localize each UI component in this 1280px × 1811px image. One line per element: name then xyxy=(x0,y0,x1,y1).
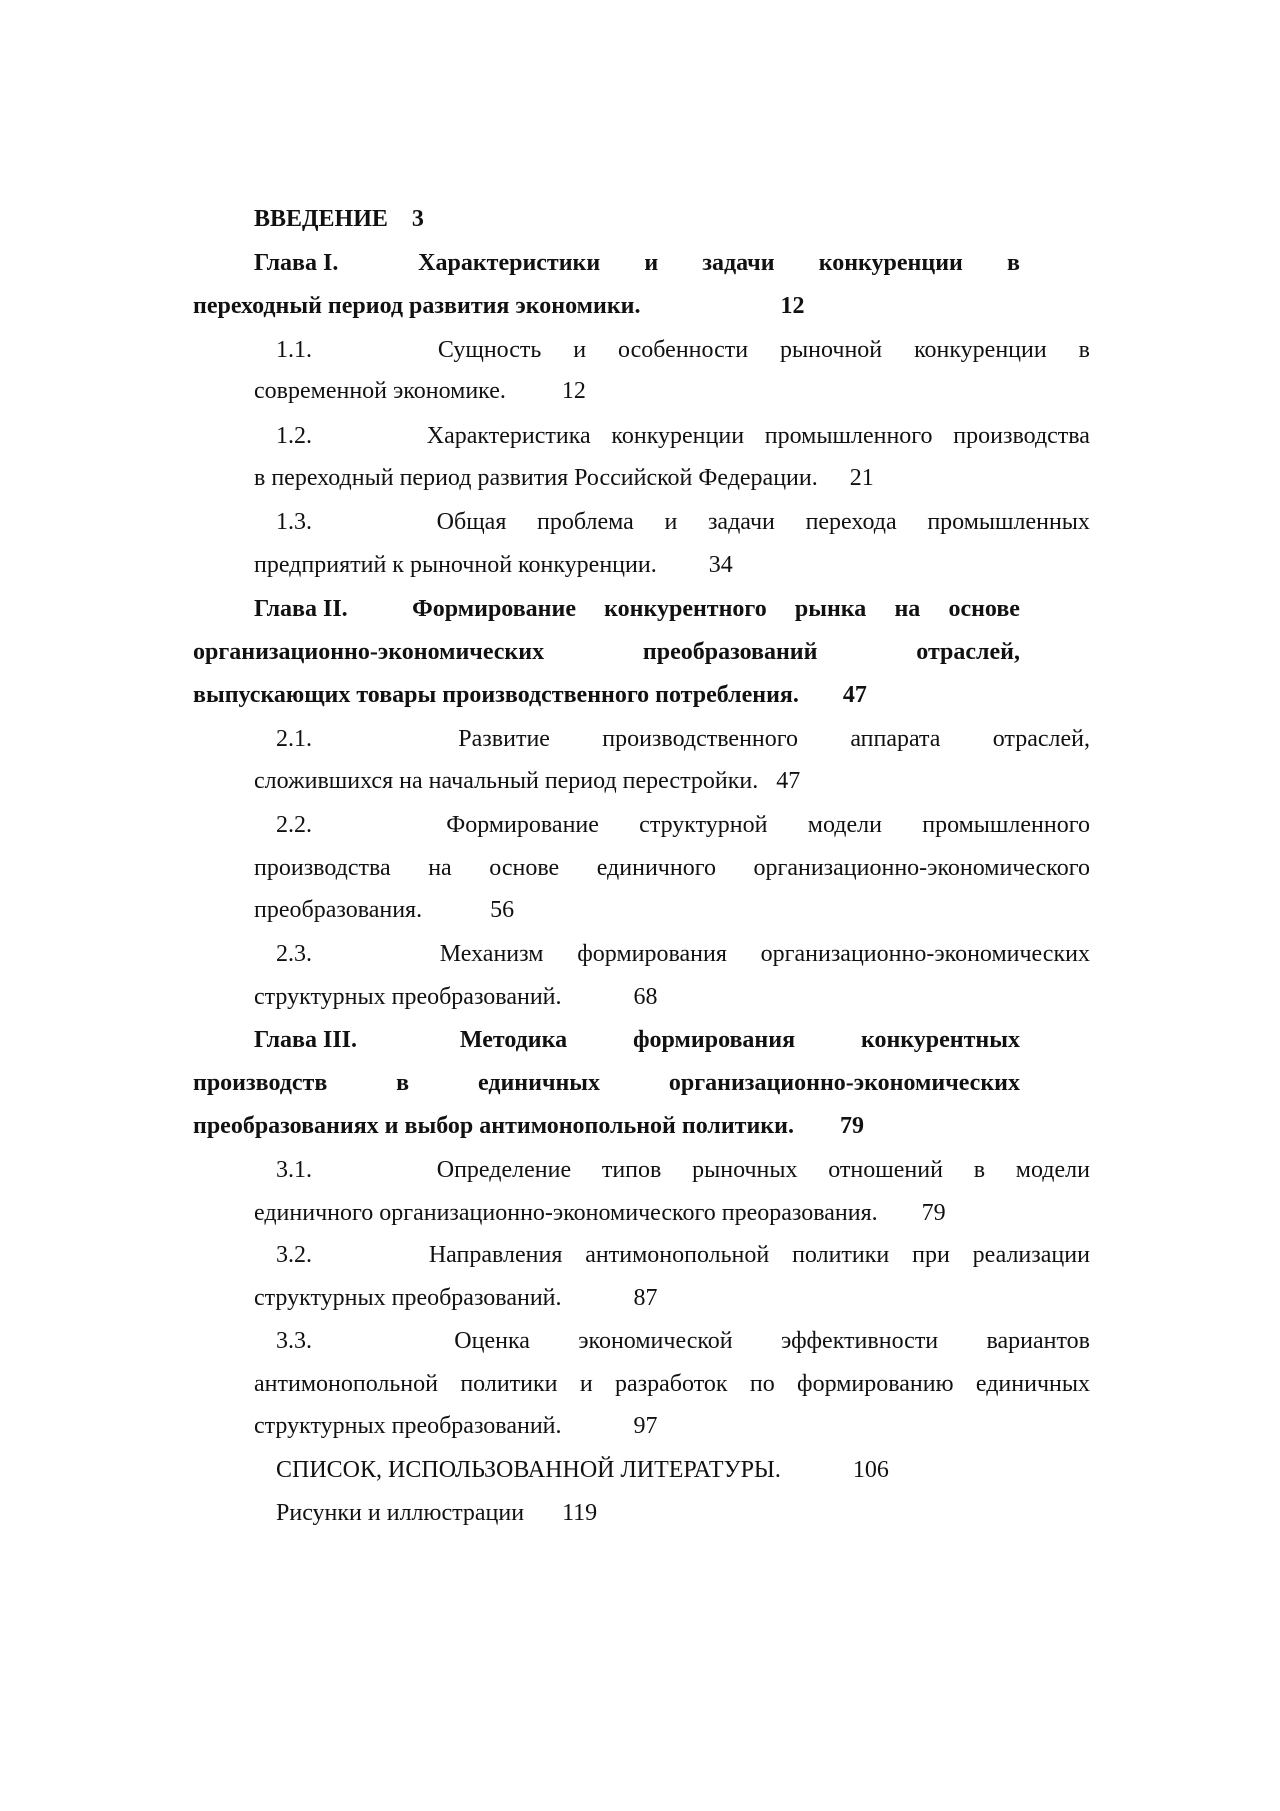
toc-1-3-word: промышленных xyxy=(927,509,1090,535)
toc-ch2-title-cont: выпускающих товары производственного потребления. xyxy=(193,682,799,708)
toc-2-1-title-cont: сложившихся на начальный период перестройки. xyxy=(254,768,759,794)
toc-entry-3-3 xyxy=(276,1326,1090,1356)
toc-3-3-word: экономической xyxy=(578,1328,733,1354)
toc-ch1-word: конкуренции xyxy=(818,250,963,276)
toc-ch2-word: организационно-экономических xyxy=(193,639,545,665)
toc-1-3-word: и xyxy=(664,509,678,535)
toc-2-2-word: на xyxy=(428,855,452,881)
toc-ch2-word: на xyxy=(894,596,921,622)
toc-2-2-word: модели xyxy=(807,812,882,838)
toc-figs-page: 119 xyxy=(562,1500,598,1526)
toc-3-3-word: разработок xyxy=(615,1371,728,1397)
toc-2-1-num: 2.1. xyxy=(276,726,312,752)
toc-2-2-page: 56 xyxy=(490,897,515,923)
toc-3-3-page: 97 xyxy=(633,1413,658,1439)
toc-2-3-word: организационно-экономических xyxy=(760,941,1090,967)
toc-ch3-title-cont: преобразованиях и выбор антимонопольной политики. xyxy=(193,1113,794,1139)
toc-1-1-word: Сущность xyxy=(437,337,542,363)
toc-1-1-title-cont: современной экономике. xyxy=(254,378,506,404)
toc-ch3-page: 79 xyxy=(839,1113,864,1139)
toc-1-3-title-cont: предприятий к рыночной конкуренции. xyxy=(254,552,657,578)
toc-ch1-word: в xyxy=(1007,250,1020,276)
toc-ch2-word: отраслей, xyxy=(916,639,1020,665)
toc-1-3-num: 1.3. xyxy=(276,509,312,535)
toc-entry-ch3 xyxy=(254,1025,1020,1055)
toc-1-3-word: Общая xyxy=(436,509,507,535)
toc-entry-1-3 xyxy=(276,507,1090,537)
toc-3-3-line3 xyxy=(254,1411,658,1441)
toc-ch3-word: Методика xyxy=(459,1027,568,1053)
toc-entry-2-3 xyxy=(276,939,1090,969)
toc-entry-1-2 xyxy=(276,421,1090,451)
toc-ch2-line3 xyxy=(193,680,867,710)
toc-2-3-title-cont: структурных преобразований. xyxy=(254,984,562,1010)
toc-2-1-line2 xyxy=(254,766,800,796)
toc-ch1-word: задачи xyxy=(702,250,775,276)
toc-entry-figures xyxy=(276,1498,597,1528)
toc-entry-2-2 xyxy=(276,810,1090,840)
toc-3-2-title-cont: структурных преобразований. xyxy=(254,1285,562,1311)
toc-2-2-word: структурной xyxy=(639,812,768,838)
toc-2-2-word: промышленного xyxy=(922,812,1090,838)
toc-1-3-word: проблема xyxy=(537,509,634,535)
toc-1-3-word: перехода xyxy=(805,509,897,535)
toc-entry-ch1 xyxy=(254,248,1020,278)
toc-2-3-num: 2.3. xyxy=(276,941,312,967)
toc-3-1-line2 xyxy=(254,1198,946,1228)
toc-1-3-word: задачи xyxy=(707,509,775,535)
toc-entry-ch2 xyxy=(254,594,1020,624)
toc-1-1-word: в xyxy=(1078,337,1090,363)
toc-3-3-word: формированию xyxy=(797,1371,954,1397)
toc-ch2-line2 xyxy=(193,637,1020,667)
toc-2-2-line3 xyxy=(254,895,514,925)
toc-3-3-word: и xyxy=(579,1371,593,1397)
toc-ch3-word: производств xyxy=(193,1070,328,1096)
toc-entry-3-1 xyxy=(276,1155,1090,1185)
toc-2-1-page: 47 xyxy=(776,768,801,794)
toc-3-1-num: 3.1. xyxy=(276,1157,312,1183)
toc-1-3-line2 xyxy=(254,550,733,580)
toc-ch3-word: в xyxy=(396,1070,410,1096)
toc-2-3-line2 xyxy=(254,982,658,1012)
toc-3-1-page: 79 xyxy=(921,1200,946,1226)
toc-3-2-word: реализации xyxy=(972,1242,1090,1268)
toc-3-1-title-cont: единичного организационно-экономического преоразования. xyxy=(254,1200,878,1226)
toc-2-2-word: единичного xyxy=(596,855,716,881)
toc-2-1-word: отраслей, xyxy=(992,726,1090,752)
toc-2-3-page: 68 xyxy=(633,984,658,1010)
toc-ch2-word: преобразований xyxy=(642,639,818,665)
toc-3-3-word: Оценка xyxy=(454,1328,530,1354)
toc-ch3-word: формирования xyxy=(632,1027,796,1053)
toc-ch2-word: Формирование xyxy=(412,596,576,622)
toc-3-2-word: при xyxy=(912,1242,950,1268)
toc-intro-title: ВВЕДЕНИЕ xyxy=(254,206,388,232)
toc-ch1-title-cont: переходный период развития экономики. xyxy=(193,293,641,319)
toc-3-3-word: единичных xyxy=(975,1371,1090,1397)
toc-ch3-word: организационно-экономических xyxy=(668,1070,1020,1096)
toc-3-3-word: антимонопольной xyxy=(254,1371,438,1397)
toc-2-2-word: организационно-экономического xyxy=(753,855,1090,881)
toc-ch2-label: Глава II. xyxy=(254,596,348,622)
toc-ch3-line2 xyxy=(193,1068,1020,1098)
toc-entry-2-1 xyxy=(276,724,1090,754)
toc-ch3-word: единичных xyxy=(477,1070,601,1096)
toc-1-1-word: рыночной xyxy=(780,337,883,363)
toc-2-1-word: Развитие xyxy=(458,726,550,752)
toc-1-2-page: 21 xyxy=(849,465,874,491)
toc-1-2-line2 xyxy=(254,463,874,493)
toc-1-1-word: конкуренции xyxy=(914,337,1047,363)
toc-3-1-word: модели xyxy=(1015,1157,1090,1183)
toc-3-3-num: 3.3. xyxy=(276,1328,312,1354)
toc-ch2-word: конкурентного xyxy=(604,596,767,622)
toc-1-2-word: Характеристика xyxy=(426,423,591,449)
toc-ch3-label: Глава III. xyxy=(254,1027,358,1053)
toc-3-2-word: политики xyxy=(792,1242,890,1268)
toc-entry-3-2 xyxy=(276,1240,1090,1270)
toc-ch1-label: Глава I. xyxy=(254,250,339,276)
toc-refs-page: 106 xyxy=(852,1457,889,1483)
toc-entry-1-1 xyxy=(276,335,1090,365)
toc-ch3-line3 xyxy=(193,1111,864,1141)
toc-2-2-num: 2.2. xyxy=(276,812,312,838)
toc-2-2-word: производства xyxy=(254,855,391,881)
toc-1-2-title-cont: в переходный период развития Российской Федерации. xyxy=(254,465,818,491)
toc-3-2-page: 87 xyxy=(633,1285,658,1311)
toc-3-1-word: рыночных xyxy=(692,1157,798,1183)
toc-1-1-word: и xyxy=(573,337,587,363)
toc-3-2-word: антимонопольной xyxy=(585,1242,770,1268)
toc-ch2-word: основе xyxy=(948,596,1020,622)
toc-entry-references xyxy=(276,1455,889,1485)
toc-1-2-word: промышленного xyxy=(764,423,933,449)
toc-entry-intro xyxy=(254,204,424,234)
toc-ch2-page: 47 xyxy=(842,682,867,708)
toc-2-3-word: формирования xyxy=(577,941,727,967)
toc-ch3-word: конкурентных xyxy=(860,1027,1020,1053)
toc-3-3-title-cont: структурных преобразований. xyxy=(254,1413,562,1439)
toc-ch1-word: и xyxy=(644,250,659,276)
toc-3-2-num: 3.2. xyxy=(276,1242,312,1268)
toc-intro-page: 3 xyxy=(411,206,424,232)
toc-1-1-word: особенности xyxy=(618,337,749,363)
toc-3-3-word: по xyxy=(749,1371,775,1397)
toc-3-3-word: эффективности xyxy=(780,1328,939,1354)
toc-3-2-word: Направления xyxy=(428,1242,563,1268)
toc-2-2-title-cont: преобразования. xyxy=(254,897,423,923)
toc-refs-title: СПИСОК, ИСПОЛЬЗОВАННОЙ ЛИТЕРАТУРЫ. xyxy=(276,1457,781,1483)
toc-3-1-word: Определение xyxy=(436,1157,572,1183)
toc-ch2-word: рынка xyxy=(794,596,867,622)
toc-1-2-num: 1.2. xyxy=(276,423,312,449)
toc-1-3-page: 34 xyxy=(708,552,733,578)
toc-2-2-word: основе xyxy=(489,855,560,881)
toc-1-1-page: 12 xyxy=(561,378,586,404)
toc-2-1-word: аппарата xyxy=(850,726,941,752)
toc-3-1-word: типов xyxy=(601,1157,662,1183)
toc-ch1-word: Характеристики xyxy=(418,250,601,276)
toc-3-1-word: в xyxy=(973,1157,986,1183)
toc-ch1-page: 12 xyxy=(780,293,805,319)
toc-2-3-word: Механизм xyxy=(439,941,544,967)
toc-1-2-word: конкуренции xyxy=(611,423,745,449)
toc-3-3-line2 xyxy=(254,1369,1090,1399)
toc-figs-title: Рисунки и иллюстрации xyxy=(276,1500,525,1526)
toc-ch1-line2 xyxy=(193,291,805,321)
toc-3-1-word: отношений xyxy=(828,1157,943,1183)
toc-1-1-line2 xyxy=(254,376,586,406)
toc-2-2-line2 xyxy=(254,853,1090,883)
toc-1-1-num: 1.1. xyxy=(276,337,312,363)
toc-1-2-word: производства xyxy=(953,423,1090,449)
toc-3-3-word: вариантов xyxy=(986,1328,1090,1354)
toc-2-2-word: Формирование xyxy=(446,812,599,838)
toc-2-1-word: производственного xyxy=(602,726,799,752)
toc-3-3-word: политики xyxy=(460,1371,558,1397)
toc-3-2-line2 xyxy=(254,1283,658,1313)
